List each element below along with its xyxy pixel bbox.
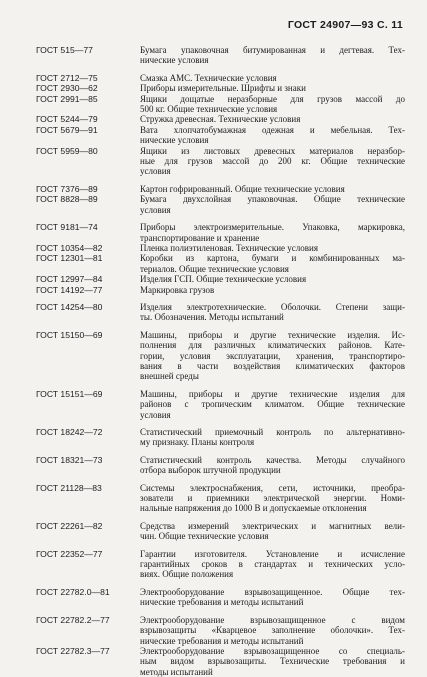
title-line: Изделия ГСП. Общие технические условия xyxy=(140,274,307,285)
standard-code: ГОСТ 22261—82 xyxy=(36,520,103,531)
standard-code: ГОСТ 7376—89 xyxy=(36,183,98,194)
title-line: Вата хлопчатобумажная одежная и мебельная. Тех- xyxy=(140,124,405,135)
standard-title xyxy=(140,146,405,177)
title-line: Электрооборудование взрывозащищенное со специаль- xyxy=(140,645,405,656)
reference-entry xyxy=(0,646,427,677)
title-line: условия xyxy=(140,166,171,177)
title-line: ным видом взрывозащиты. Технические требования и xyxy=(140,656,405,667)
title-line: условия xyxy=(140,204,171,215)
title-line: взрывозащиты «Кварцевое заполнение оболочки». Тех- xyxy=(140,625,405,636)
title-line: нальные напряжения до 1000 В и допускаемые отклонения xyxy=(140,503,367,514)
standard-code: ГОСТ 18321—73 xyxy=(36,454,103,465)
title-line: нические условия xyxy=(140,135,209,146)
reference-entry xyxy=(0,146,427,177)
title-line: ные для грузов массой до 200 кг. Общие технические xyxy=(140,156,405,167)
standard-title xyxy=(140,125,405,146)
standard-code: ГОСТ 22352—77 xyxy=(36,548,103,559)
reference-entry xyxy=(0,125,427,146)
title-line: Статистический приемочный контроль по альтернативно- xyxy=(140,427,405,437)
reference-entry xyxy=(0,274,427,284)
standard-title xyxy=(140,455,405,476)
reference-entry xyxy=(0,222,427,243)
title-line: Ящики дощатые неразборные для грузов массой до xyxy=(140,93,405,104)
title-line: внешней среды xyxy=(140,371,199,382)
title-line: Коробки из картона, бумаги и комбинированных ма- xyxy=(140,253,405,264)
title-line: Системы электроснабжения, сети, источники, преобра- xyxy=(140,482,405,493)
title-line: гории, условия эксплуатации, хранения, транспортиро- xyxy=(140,350,405,361)
standard-title xyxy=(140,521,405,542)
standard-code: ГОСТ 2991—85 xyxy=(36,93,98,104)
title-line: условия xyxy=(140,409,171,420)
title-line: Стружка древесная. Технические условия xyxy=(140,114,301,125)
standard-title xyxy=(140,330,405,382)
standard-title xyxy=(140,114,405,124)
title-line: нические условия xyxy=(140,55,209,66)
reference-entry xyxy=(0,253,427,274)
standard-code: ГОСТ 15150—69 xyxy=(36,329,103,340)
reference-entry xyxy=(0,302,427,323)
page-header: ГОСТ 24907—93 С. 11 xyxy=(287,19,403,31)
standard-title xyxy=(140,45,405,66)
title-line: зователи и приемники электрической энергии. Номи- xyxy=(140,493,405,504)
title-line: Изделия электротехнические. Оболочки. Степени защи- xyxy=(140,301,405,312)
title-line: ты. Обозначения. Методы испытаний xyxy=(140,312,284,323)
reference-entry xyxy=(0,549,427,580)
title-line: Машины, приборы и другие технические изделия. Ис- xyxy=(140,329,405,340)
standard-code: ГОСТ 10354—82 xyxy=(36,242,103,253)
reference-entry xyxy=(0,483,427,514)
reference-entry xyxy=(0,615,427,646)
reference-entry xyxy=(0,330,427,382)
title-line: чин. Общие технические условия xyxy=(140,531,269,542)
standard-code: ГОСТ 2712—75 xyxy=(36,72,98,83)
title-line: отбора выборок штучной продукции xyxy=(140,465,281,476)
title-line: Ящики из листовых древесных материалов неразбор- xyxy=(140,145,405,156)
standard-code: ГОСТ 14254—80 xyxy=(36,301,103,312)
standard-code: ГОСТ 22782.3—77 xyxy=(36,645,110,656)
reference-entry xyxy=(0,45,427,66)
standard-code: ГОСТ 12997—84 xyxy=(36,274,103,285)
standard-title xyxy=(140,222,405,243)
standard-title xyxy=(140,243,405,253)
standard-code: ГОСТ 8828—89 xyxy=(36,194,98,205)
title-line: Бумага упаковочная битумированная и дегтевая. Тех- xyxy=(140,45,405,55)
reference-entry xyxy=(0,184,427,194)
reference-list xyxy=(0,45,427,677)
standard-title xyxy=(140,83,405,93)
title-line: му признаку. Планы контроля xyxy=(140,437,255,448)
standard-title xyxy=(140,587,405,608)
standard-title xyxy=(140,646,405,677)
title-line: Статистический контроль качества. Методы случайного xyxy=(140,454,405,465)
title-line: Электрооборудование взрывозащищенное. Общие тех- xyxy=(140,586,405,597)
standard-title xyxy=(140,194,405,215)
title-line: нические требования и методы испытаний xyxy=(140,635,304,646)
title-line: Пленка полиэтиленовая. Технические условия xyxy=(140,242,318,253)
standard-code: ГОСТ 9181—74 xyxy=(36,222,98,233)
reference-entry xyxy=(0,243,427,253)
standard-title xyxy=(140,285,405,295)
reference-entry xyxy=(0,389,427,420)
standard-code: ГОСТ 2930—62 xyxy=(36,83,98,94)
standard-title xyxy=(140,73,405,83)
reference-entry xyxy=(0,285,427,295)
title-line: методы испытаний xyxy=(140,666,213,677)
reference-entry xyxy=(0,114,427,124)
standard-code: ГОСТ 5244—79 xyxy=(36,114,98,125)
title-line: Бумага двухслойная упаковочная. Общие технические xyxy=(140,194,405,205)
reference-entry xyxy=(0,73,427,83)
reference-entry xyxy=(0,587,427,608)
title-line: Приборы электроизмерительные. Упаковка, маркировка, xyxy=(140,222,405,233)
standard-code: ГОСТ 15151—69 xyxy=(36,388,103,399)
title-line: транспортирование и хранение xyxy=(140,232,260,243)
title-line: Гарантии изготовителя. Установление и исчисление xyxy=(140,548,405,559)
standard-title xyxy=(140,427,405,448)
standard-title xyxy=(140,253,405,274)
reference-entry xyxy=(0,455,427,476)
title-line: нические требования и методы испытаний xyxy=(140,597,304,608)
title-line: Машины, приборы и другие технические изделия для xyxy=(140,388,405,399)
standard-title xyxy=(140,389,405,420)
title-line: Приборы измерительные. Шрифты и знаки xyxy=(140,83,306,94)
standard-code: ГОСТ 22782.2—77 xyxy=(36,614,110,625)
standard-code: ГОСТ 12301—81 xyxy=(36,253,103,264)
standard-title xyxy=(140,274,405,284)
title-line: вания в части воздействия климатических факторов xyxy=(140,360,405,371)
standard-code: ГОСТ 515—77 xyxy=(36,45,93,55)
standard-code: ГОСТ 21128—83 xyxy=(36,482,102,493)
title-line: 500 кг. Общие технические условия xyxy=(140,104,278,115)
standard-code: ГОСТ 22782.0—81 xyxy=(36,586,110,597)
standard-title xyxy=(140,94,405,115)
standard-title xyxy=(140,483,405,514)
reference-entry xyxy=(0,94,427,115)
title-line: Смазка АМС. Технические условия xyxy=(140,72,277,83)
title-line: районов с тропическим климатом. Общие технические xyxy=(140,399,405,410)
standard-code: ГОСТ 5679—91 xyxy=(36,124,98,135)
title-line: Электрооборудование взрывозащищенное с видом xyxy=(140,614,405,625)
reference-entry xyxy=(0,194,427,215)
title-line: виях. Общие положения xyxy=(140,569,234,580)
title-line: Картон гофрированный. Общие технические условия xyxy=(140,183,345,194)
standard-title xyxy=(140,549,405,580)
title-line: полнения для различных климатических районов. Кате- xyxy=(140,340,405,351)
reference-entry xyxy=(0,521,427,542)
reference-entry xyxy=(0,83,427,93)
title-line: Средства измерений электрических и магнитных вели- xyxy=(140,520,405,531)
reference-entry xyxy=(0,427,427,448)
standard-title xyxy=(140,184,405,194)
standard-title xyxy=(140,615,405,646)
title-line: Маркировка грузов xyxy=(140,284,215,295)
standard-code: ГОСТ 18242—72 xyxy=(36,427,103,437)
title-line: гарантийных сроков в стандартах и технических усло- xyxy=(140,559,405,570)
title-line: териалов. Общие технические условия xyxy=(140,263,289,274)
standard-code: ГОСТ 14192—77 xyxy=(36,284,103,295)
standard-title xyxy=(140,302,405,323)
standard-code: ГОСТ 5959—80 xyxy=(36,145,98,156)
